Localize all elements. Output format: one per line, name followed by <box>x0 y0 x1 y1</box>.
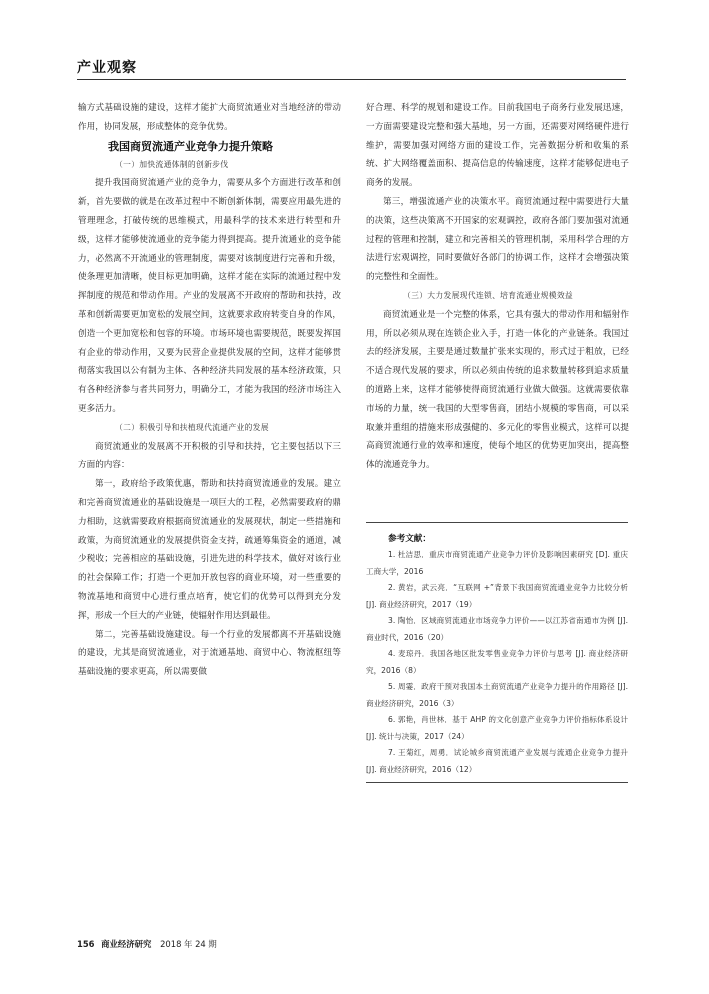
section-heading: 我国商贸流通产业竞争力提升策略 <box>108 139 273 153</box>
references-title: 参考文献： <box>388 534 431 544</box>
right-column <box>366 99 629 475</box>
reference-item: 5. 周霎．政府干预对我国本土商贸流通产业竞争力提升的作用路径 [J]. 商业经济研究，2016（3） <box>366 682 628 708</box>
header-rule <box>77 79 626 80</box>
body-paragraph: 商贸流通业是一个完整的体系，它具有强大的带动作用和辐射作用，所以必须从现在连锁企业入手，打造一体化的产业链条。我国过去的经济发展，主要是通过数量扩张来实现的，形式过于粗放，已经不适合现代发展的要求，所以必须由传统的追求数量转移到追求质量的道路上来，这样才能够使得商贸流通行业做大做强。这就需要依靠市场的力量，统一我国的大型零售商，团结小规模的零售商，可以采取兼并重组的措施来形成强健的、多元化的零售业模式，这样可以提高商贸流通行业的效率和速度，使每个地区的优势更加突出，提高整体的流通竞争力。 <box>366 309 629 471</box>
reference-item: 7. 王菊红，周勇．试论城乡商贸流通产业发展与流通企业竞争力提升 [J]. 商业经济研究，2016（12） <box>366 748 628 774</box>
section-title: 产业观察 <box>77 60 137 76</box>
reference-item: 2. 黄岩，武云亮．“互联网 +”背景下我国商贸流通业竞争力比较分析 [J]. 商业经济研究，2017（19） <box>366 583 628 609</box>
reference-item: 3. 陶怡．区域商贸流通业市场竞争力评价——以江苏省南通市为例 [J]. 商业时代，2016（20） <box>366 616 628 642</box>
body-paragraph: 好合理、科学的规划和建设工作。目前我国电子商务行业发展迅速，一方面需要建设完整和强大基地，另一方面，还需要对网络硬件进行维护，需要加强对网络方面的建设工作，完善数据分析和收集的系统、扩大网络覆盖面积、提高信息的传输速度，这样才能够促进电子商务的发展。 <box>366 103 629 189</box>
body-paragraph: 第二，完善基础设施建设。每一个行业的发展都离不开基础设施的建设，尤其是商贸流通业，对于流通基地、商贸中心、物流枢纽等基础设施的要求更高，所以需要做 <box>78 629 341 678</box>
page-number: 156 <box>77 939 95 949</box>
reference-item: 1. 杜洁思．重庆市商贸流通产业竞争力评价及影响因素研究 [D]. 重庆工商大学，2016 <box>366 550 628 576</box>
issue-label: 2018 年 24 期 <box>160 939 217 949</box>
sub-heading: （三）大力发展现代连锁、培育流通业规模效益 <box>403 290 574 300</box>
sub-heading: （二）积极引导和扶植现代流通产业的发展 <box>115 422 269 432</box>
references-box <box>366 522 628 783</box>
sub-heading: （一）加快流通体制的创新步伐 <box>115 159 229 169</box>
left-column <box>78 99 341 682</box>
page-footer <box>77 938 217 950</box>
journal-name: 商业经济研究 <box>101 939 152 949</box>
reference-item: 6. 郭艳，肖世林．基于 AHP 的文化创意产业竞争力评价指标体系设计 [J]. 统计与决策，2017（24） <box>366 715 628 741</box>
body-paragraph: 输方式基础设施的建设，这样才能扩大商贸流通业对当地经济的带动作用，协同发展，形成整体的竞争优势。 <box>78 103 341 132</box>
body-paragraph: 第一，政府给予政策优惠，帮助和扶持商贸流通业的发展。建立和完善商贸流通业的基础设施是一项巨大的工程，必然需要政府的鼎力相助，这就需要政府根据商贸流通业的发展现状，制定一些措施和政策，为商贸流通业的发展提供资金支持，疏通筹集资金的通道，减少税收；完善相应的基础设施，引进先进的科学技术，做好对该行业的社会保障工作；打造一个更加开放包容的商业环境，对一些重要的物流基地和商贸中心进行重点培育，使它们的优势可以得到充分发挥，形成一个巨大的产业链，使辐射作用达到最佳。 <box>78 479 341 621</box>
body-paragraph: 提升我国商贸流通产业的竞争力，需要从多个方面进行改革和创新，首先要做的就是在改革过程中不断创新体制，需要应用最先进的管理理念，打破传统的思维模式，用最科学的技术来进行转型和升级，这样才能够使流通业的竞争能力得到提高。提升流通业的竞争能力，必然离不开流通业的管理制度，需要对该制度进行完善和升级，使条理更加清晰，使目标更加明确，这样才能在实际的流通过程中发挥制度的规范和带动作用。产业的发展离不开政府的帮助和扶持，改革和创新需要更加宽松的发展空间，这就要求政府转变自身的作风，创造一个更加宽松和包容的环境。市场环境也需要规范，既要发挥国有企业的带动作用，又要为民营企业提供发展的空间，这样才能够贯彻落实我国以公有制为主体、各种经济共同发展的基本经济政策，只有各种经济参与者共同努力，明确分工，才能为我国的经济市场注入更多活力。 <box>78 178 341 414</box>
reference-item: 4. 麦琼丹．我国各地区批发零售业竞争力评价与思考 [J]. 商业经济研究，2016（8） <box>366 649 628 675</box>
body-paragraph: 第三，增强流通产业的决策水平。商贸流通过程中需要进行大量的决策，这些决策离不开国家的宏观调控，政府各部门要加强对流通过程的管理和控制，建立和完善相关的管理机制，采用科学合理的方法进行宏观调控，同时要做好各部门的协调工作，这样才会增强决策的完整性和全面性。 <box>366 196 629 283</box>
body-paragraph: 商贸流通业的发展离不开积极的引导和扶持，它主要包括以下三方面的内容： <box>78 441 341 471</box>
